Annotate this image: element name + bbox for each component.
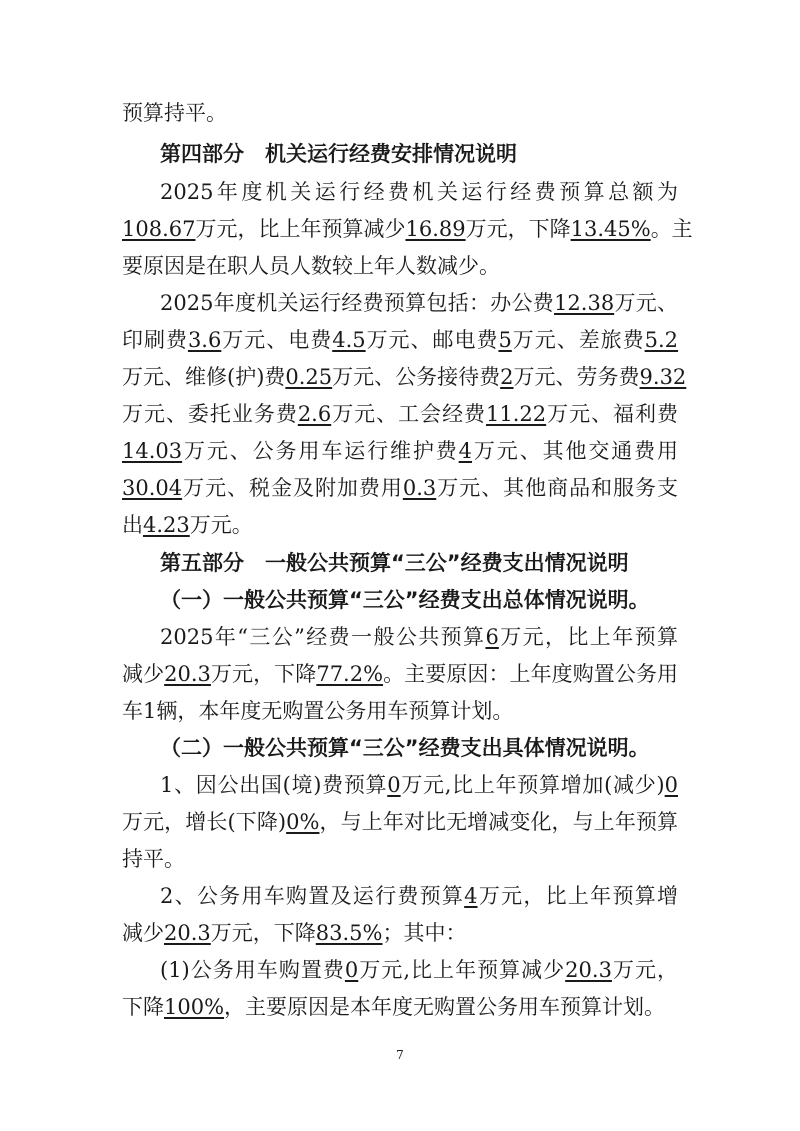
amount-value: 4.23 — [143, 513, 190, 537]
section-heading-5: 第五部分 一般公共预算“三公”经费支出情况说明 — [160, 551, 629, 575]
amount-value: 0.25 — [285, 365, 333, 389]
text-line: 1、因公出国(境)费预算0万元,比上年预算增加(减少)0 — [160, 773, 679, 797]
amount-value: 20.3 — [164, 662, 211, 686]
amount-value: 2 — [500, 365, 514, 389]
amount-value: 0.3 — [402, 476, 437, 500]
text-line: 万元、委托业务费2.6万元、工会经费11.22万元、福利费 — [122, 402, 679, 426]
percent-value: 77.2% — [316, 662, 384, 686]
text-line: (1)公务用车购置费0万元,比上年预算减少20.3万元， — [160, 958, 678, 982]
amount-value: 9.32 — [639, 365, 687, 389]
text-line: 出4.23万元。 — [122, 513, 253, 537]
text-line: 2、公务用车购置及运行费预算4万元，比上年预算增 — [160, 884, 678, 908]
percent-value: 100% — [164, 995, 225, 1019]
text-line: 万元，增长(下降)0%，与上年对比无增减变化，与上年预算 — [122, 810, 679, 834]
amount-value: 11.22 — [486, 402, 547, 426]
text-line: 30.04万元、税金及附加费用0.3万元、其他商品和服务支 — [122, 476, 678, 500]
amount-value: 16.89 — [405, 217, 466, 241]
amount-value: 3.6 — [187, 328, 222, 352]
amount-value: 6 — [485, 625, 499, 649]
amount-value: 12.38 — [554, 291, 615, 315]
amount-value: 0 — [387, 773, 401, 797]
text-line: 下降100%，主要原因是本年度无购置公务用车预算计划。 — [122, 995, 666, 1019]
text-line: 车1辆，本年度无购置公务用车预算计划。 — [122, 699, 514, 723]
text-line: 减少20.3万元，下降77.2%。主要原因：上年度购置公务用 — [122, 662, 679, 686]
subsection-heading-1: （一）一般公共预算“三公”经费支出总体情况说明。 — [160, 588, 650, 612]
text-line: 要原因是在职人员人数较上年人数减少。 — [122, 254, 500, 278]
amount-value: 20.3 — [164, 921, 211, 945]
amount-value: 20.3 — [565, 958, 612, 982]
text-line: 2025年“三公”经费一般公共预算6万元，比上年预算 — [160, 625, 678, 649]
amount-value: 4.5 — [332, 328, 366, 352]
amount-value: 4 — [464, 884, 478, 908]
page-number: 7 — [396, 1048, 404, 1062]
text-line: 2025年度机关运行经费机关运行经费预算总额为 — [160, 180, 678, 204]
text-line: 万元、维修(护)费0.25万元、公务接待费2万元、劳务费9.32 — [122, 365, 687, 389]
amount-value: 5.2 — [644, 328, 679, 352]
percent-value: 83.5% — [315, 921, 383, 945]
text-line: 印刷费3.6万元、电费4.5万元、邮电费5万元、差旅费5.2 — [122, 328, 679, 352]
subsection-heading-2: （二）一般公共预算“三公”经费支出具体情况说明。 — [160, 736, 650, 760]
percent-value: 0% — [286, 810, 320, 834]
amount-value: 14.03 — [122, 439, 183, 463]
amount-value: 4 — [458, 439, 473, 463]
text-line: 减少20.3万元，下降83.5%；其中： — [122, 921, 467, 945]
amount-value: 108.67 — [122, 217, 196, 241]
amount-value: 0 — [344, 958, 359, 982]
text-line: 14.03万元、公务用车运行维护费4万元、其他交通费用 — [122, 439, 679, 463]
amount-value: 5 — [498, 328, 512, 352]
text-line: 2025年度机关运行经费预算包括：办公费12.38万元、 — [160, 291, 679, 315]
section-heading-4: 第四部分 机关运行经费安排情况说明 — [160, 142, 517, 166]
amount-value: 30.04 — [122, 476, 183, 500]
text-line: 持平。 — [122, 847, 185, 871]
amount-value: 2.6 — [297, 402, 332, 426]
text-line: 108.67万元，比上年预算减少16.89万元，下降13.45%。主 — [122, 217, 693, 241]
amount-value: 0 — [664, 773, 679, 797]
percent-value: 13.45% — [570, 217, 651, 241]
text-line: 预算持平。 — [122, 101, 227, 125]
